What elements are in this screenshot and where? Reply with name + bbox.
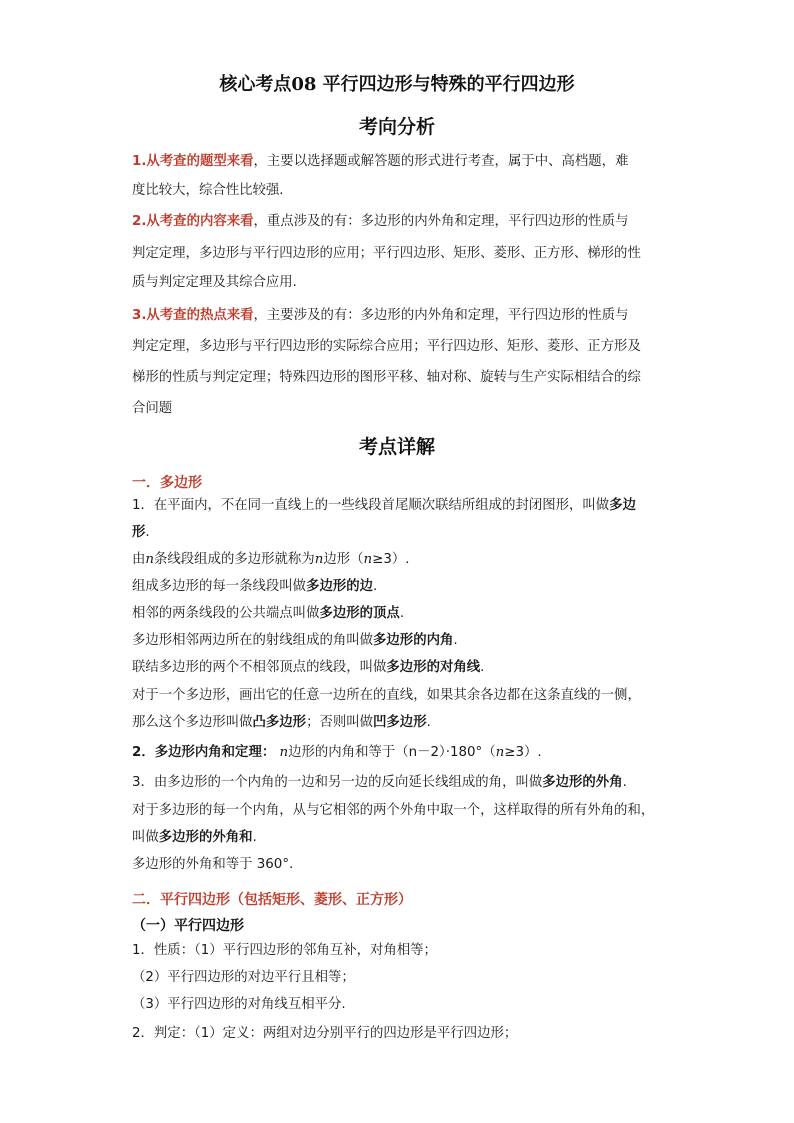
part1-para3: 组成多边形的每一条线段叫做多边形的边. [132,579,378,594]
part1-para6: 联结多边形的两个不相邻顶点的线段，叫做多边形的对角线. [132,660,485,675]
part1-para11: 对于多边形的每一个内角，从与它相邻的两个外角中取一个，这样取得的所有外角的和， [132,803,655,818]
part2-line2: （2）平行四边形的对边平行且相等； [132,970,355,985]
part1-para5: 多边形相邻两边所在的射线组成的角叫做多边形的内角. [132,633,458,648]
section-title-analysis: 考向分析 [358,116,435,138]
part1-para2: 由n条线段组成的多边形就称为n边形（n≥3）. [132,552,410,567]
part2-line4: 2．判定：（1）定义：两组对边分别平行的四边形是平行四边形； [132,1026,518,1041]
part2-line1: 1．性质：（1）平行四边形的邻角互补，对角相等； [132,943,437,958]
analysis-item-3-line3: 梯形的性质与判定定理；特殊四边形的图形平移、轴对称、旋转与生产实际相结合的综 [132,370,641,385]
page-title: 核心考点08 平行四边形与特殊的平行四边形 [219,74,575,95]
part1-para7: 对于一个多边形，画出它的任意一边所在的直线，如果其余各边都在这条直线的一侧， [132,688,641,703]
analysis-item-3-line4: 合问题 [132,401,173,416]
part2-line3: （3）平行四边形的对角线互相平分. [132,997,346,1012]
part1-para13: 多边形的外角和等于 360°. [132,857,294,872]
analysis-item-2-line2: 判定定理，多边形与平行四边形的应用；平行四边形、矩形、菱形、正方形、梯形的性 [132,246,641,261]
part1-para10: 3．由多边形的一个内角的一边和另一边的反向延长线组成的角，叫做多边形的外角. [132,775,627,790]
part1-para9: 2．多边形内角和定理： n边形的内角和等于（n－2）·180°（n≥3）. [132,745,542,760]
analysis-item-1: 1.从考查的题型来看，主要以选择题或解答题的形式进行考查，属于中、高档题，难 [132,154,629,169]
part1-para1: 1．在平面内，不在同一直线上的一些线段首尾顺次联结所组成的封闭图形，叫做多边 [132,498,636,513]
part1-para12: 叫做多边形的外角和. [132,830,257,845]
part1-heading: 一．多边形 [132,475,202,491]
part1-para4: 相邻的两条线段的公共端点叫做多边形的顶点. [132,606,405,621]
part2-subheading: （一）平行四边形 [132,918,244,934]
part1-para1-cont: 形. [132,525,150,540]
analysis-item-3: 3.从考查的热点来看，主要涉及的有：多边形的内外角和定理，平行四边形的性质与 [132,308,629,323]
analysis-item-2-line3: 质与判定定理及其综合应用. [132,275,297,290]
analysis-item-3-line2: 判定定理，多边形与平行四边形的实际综合应用；平行四边形、矩形、菱形、正方形及 [132,339,641,354]
section-title-details: 考点详解 [358,436,435,458]
analysis-item-2: 2.从考查的内容来看，重点涉及的有：多边形的内外角和定理，平行四边形的性质与 [132,214,629,229]
analysis-item-1-line2: 度比较大，综合性比较强. [132,183,284,198]
part1-para8: 那么这个多边形叫做凸多边形；否则叫做凹多边形. [132,715,431,730]
part2-heading: 二．平行四边形（包括矩形、菱形、正方形） [132,892,412,908]
